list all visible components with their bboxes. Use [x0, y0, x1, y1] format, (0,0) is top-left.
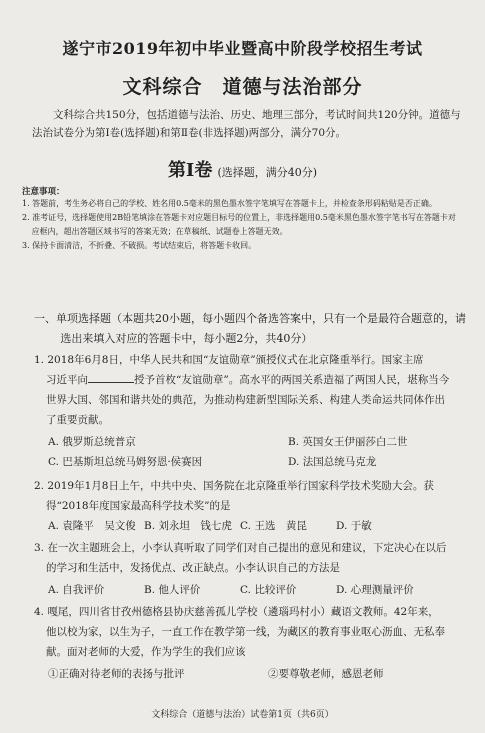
option: C. 巴基斯坦总统马姆努恩·侯赛因 — [48, 456, 203, 468]
option: C. 王选 黄昆 — [240, 520, 307, 532]
option: B. 英国女王伊丽莎白二世 — [288, 436, 408, 448]
note-item: 2. 准考证号，选择题使用2B铅笔填涂在答题卡对应题目标号的位置上，非选择题用0.5毫米黑色墨水签字笔书写在答题卡对应框内，超出答题区域书写的答案无效；在草稿纸、试题卷上答题无效。 — [22, 213, 456, 236]
note-item: 1. 答题前，考生务必将自己的学校、姓名用0.5毫米的黑色墨水签字笔填写在答题卡上，并检查条形码粘贴是否正确。 — [22, 199, 437, 208]
notes-list — [22, 197, 463, 253]
question-line: 4. 嘎尾，四川省甘孜州德格县协庆慈善孤儿学校（遴瑙玛村小）藏语文教师。42年来， — [34, 606, 439, 618]
question-1 — [34, 350, 469, 430]
question-line: 3. 在一次主题班会上，小李认真听取了同学们对自己提出的意见和建议，下定决心在以后 — [34, 542, 447, 554]
question-line: 2. 2019年1月8日上午，中共中央、国务院在北京隆重举行国家科学技术奖励大会。获 — [34, 480, 434, 492]
option: D. 心理测量评价 — [336, 584, 414, 596]
option: ①正确对待老师的表扬与批评 — [48, 668, 185, 680]
options-q2 — [48, 516, 469, 536]
question-line: 习近平向 授予首枚“友谊勋章”。高水平的两国关系造福了两国人民，堪称当今 — [46, 374, 450, 386]
option: D. 法国总统马克龙 — [288, 456, 377, 468]
section-note: (选择题，满分40分) — [217, 166, 318, 179]
option: ②要尊敬老师，感恩老师 — [268, 668, 384, 680]
question-line: 得“2018年度国家最高科学技术奖”的是 — [46, 500, 231, 512]
subject-title: 文科综合 道德与法治部分 — [122, 76, 363, 98]
question-line: 他以校为家，以生为子，一直工作在教学第一线，为藏区的教育事业呕心沥血、无私奉 — [46, 626, 445, 638]
question-line: 1. 2018年6月8日，中华人民共和国“友谊勋章”颁授仪式在北京隆重举行。国家主席 — [34, 354, 424, 366]
page-footer: 文科综合（道德与法治）试卷第1页（共6页） — [151, 710, 334, 720]
question-line: 世界大国、邻国和谐共处的典范，为推动构建新型国际关系、构建人类命运共同体作出 — [46, 394, 445, 406]
options-q3 — [48, 580, 469, 600]
options-q4 — [48, 664, 469, 684]
question-line: 献。面对老师的大爱，作为学生的我们应该 — [46, 646, 246, 658]
question-3 — [34, 538, 469, 578]
answer-blank — [88, 372, 134, 383]
section-heading — [0, 156, 485, 182]
options-q1 — [48, 432, 469, 472]
option: A. 袁隆平 吴文俊 — [48, 520, 136, 532]
note-item: 3. 保持卡面清洁，不折叠、不破损。考试结束后，将答题卡收回。 — [22, 241, 257, 250]
option: C. 比较评价 — [240, 584, 297, 596]
part-header-line: 选出来填入对应的答题卡中，每小题2分，共40分） — [60, 332, 313, 345]
option: D. 于敏 — [336, 520, 372, 532]
question-line: 了重要贡献。 — [46, 414, 109, 426]
intro-paragraph: 文科综合共150分，包括道德与法治、历史、地理三部分，考试时间共120分钟。道德与法治试卷分为第Ⅰ卷(选择题)和第Ⅱ卷(非选择题)两部分，满分70分。 — [32, 109, 461, 139]
part-header — [34, 309, 469, 349]
part-header-line: 一、单项选择题（本题共20小题，每小题四个备选答案中，只有一个是最符合题意的，请 — [34, 312, 466, 325]
question-4 — [34, 602, 469, 662]
question-2 — [34, 476, 469, 516]
option: B. 他人评价 — [144, 584, 201, 596]
exam-title: 遂宁市2019年初中毕业暨高中阶段学校招生考试 — [62, 39, 423, 58]
question-line: 的学习和生活中，发扬优点、改正缺点。小李认识自己的方法是 — [46, 562, 340, 574]
option: A. 俄罗斯总统普京 — [48, 436, 136, 448]
option: A. 自我评价 — [48, 584, 105, 596]
section-title: 第Ⅰ卷 — [167, 160, 213, 181]
notes-title: 注意事项： — [22, 187, 65, 197]
option: B. 刘永坦 钱七虎 — [144, 520, 232, 532]
